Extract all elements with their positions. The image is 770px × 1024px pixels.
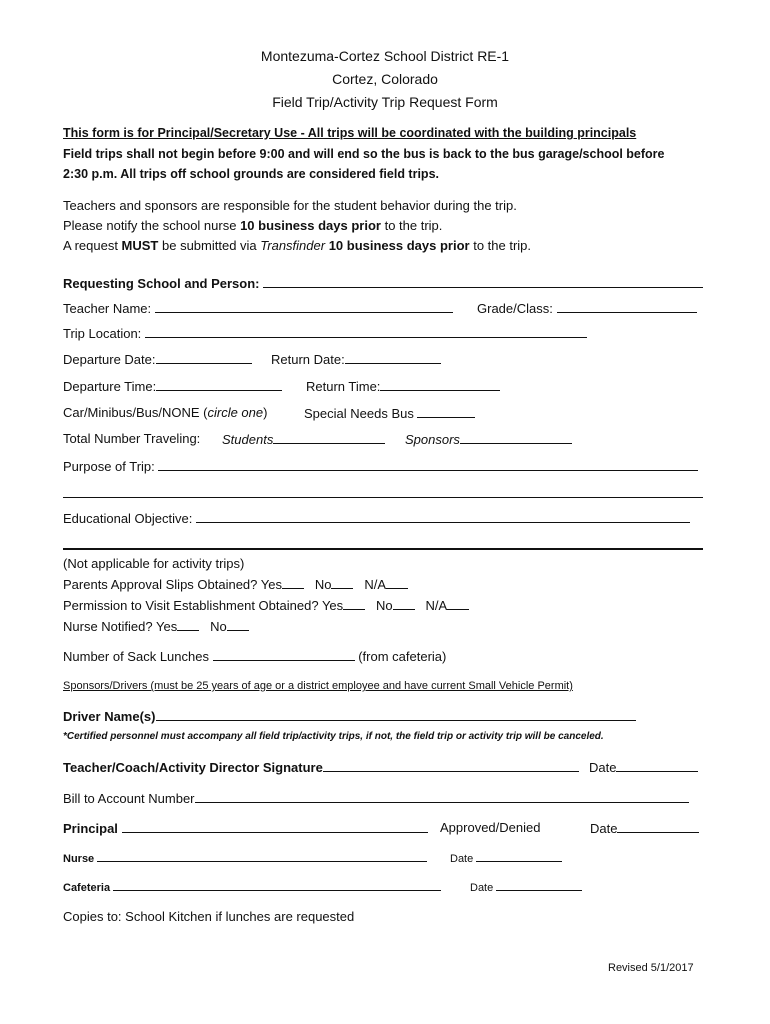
sponsors-field <box>405 431 572 447</box>
copies-to-note: Copies to: School Kitchen if lunches are requested <box>63 909 355 924</box>
nurse-date-input[interactable] <box>476 851 562 862</box>
driver-names-label: Driver Name(s) <box>63 709 156 724</box>
cafeteria-date-input[interactable] <box>496 880 582 891</box>
trip-location-label: Trip Location: <box>63 326 142 341</box>
intro-req-transfinder: Transfinder <box>260 238 326 253</box>
driver-names-input[interactable] <box>156 708 636 721</box>
educational-field <box>63 510 690 526</box>
notice-line-2: Field trips shall not begin before 9:00 and will end so the bus is back to the bus garage/school before <box>63 147 665 161</box>
vehicle-type-post: ) <box>263 405 268 420</box>
departure-time-label: Departure Time: <box>63 379 157 394</box>
special-needs-input[interactable] <box>417 405 475 418</box>
signature-date-input[interactable] <box>616 759 698 772</box>
cafeteria-input[interactable] <box>113 880 441 891</box>
vehicle-type-circle: circle one <box>207 405 264 420</box>
departure-date-field <box>63 351 252 367</box>
requesting-school-label: Requesting School and Person: <box>63 276 260 291</box>
educational-input-line-2[interactable] <box>63 548 703 550</box>
departure-time-field <box>63 378 282 394</box>
return-date-label: Return Date: <box>271 352 345 367</box>
parents-approval-yes-input[interactable] <box>282 576 304 589</box>
intro-req-pre: A request <box>63 238 122 253</box>
vehicle-type-field[interactable] <box>63 405 267 420</box>
students-label: Students <box>222 432 274 447</box>
permission-visit-label: Permission to Visit Establishment Obtained? <box>63 598 319 613</box>
grade-class-field <box>477 300 697 316</box>
students-field <box>222 431 385 447</box>
teacher-name-input[interactable] <box>155 300 453 313</box>
nurse-notified-yes-label: Yes <box>156 619 178 634</box>
driver-names-field <box>63 708 636 724</box>
cafeteria-date-field <box>470 880 582 894</box>
nurse-input[interactable] <box>97 851 427 862</box>
total-traveling-label: Total Number Traveling: <box>63 431 201 446</box>
sponsors-drivers-note: Sponsors/Drivers (must be 25 years of age or a district employee and have current Small Vehicle Permit) <box>63 680 573 692</box>
principal-field <box>63 820 428 836</box>
sponsors-label: Sponsors <box>405 432 460 447</box>
parents-approval-yes-label: Yes <box>260 577 283 592</box>
intro-req-days: 10 business days prior <box>325 238 470 253</box>
bill-to-label: Bill to Account Number <box>63 791 195 806</box>
parents-approval-no-input[interactable] <box>331 576 353 589</box>
permission-visit-yes-label: Yes <box>321 598 344 613</box>
intro-nurse-notice <box>63 218 442 233</box>
departure-time-input[interactable] <box>156 378 282 391</box>
grade-class-label: Grade/Class: <box>477 301 553 316</box>
sponsors-input[interactable] <box>460 431 572 444</box>
cafeteria-field <box>63 880 441 894</box>
return-time-field <box>306 378 500 394</box>
parents-approval-na-input[interactable] <box>386 576 408 589</box>
parents-approval-field <box>63 576 408 592</box>
special-needs-label: Special Needs Bus <box>304 406 414 421</box>
intro-nurse-pre: Please notify the school nurse <box>63 218 241 233</box>
signature-label: Teacher/Coach/Activity Director Signature <box>63 760 323 775</box>
requesting-school-field <box>63 275 703 291</box>
sack-lunches-input[interactable] <box>213 648 355 661</box>
educational-label: Educational Objective: <box>63 511 193 526</box>
nurse-date-label: Date <box>450 853 474 865</box>
purpose-input-line-2[interactable] <box>63 497 703 498</box>
approved-denied-option[interactable]: Approved/Denied <box>440 820 541 835</box>
principal-input[interactable] <box>122 820 428 833</box>
from-cafeteria-note: (from cafeteria) <box>358 649 447 664</box>
district-name: Montezuma-Cortez School District RE-1 <box>260 48 510 64</box>
revised-date: Revised 5/1/2017 <box>608 962 694 974</box>
nurse-date-field <box>450 851 562 865</box>
intro-responsible: Teachers and sponsors are responsible for the student behavior during the trip. <box>63 198 517 213</box>
permission-visit-no-input[interactable] <box>393 597 415 610</box>
purpose-input[interactable] <box>158 458 698 471</box>
district-city: Cortez, Colorado <box>332 71 438 87</box>
signature-field <box>63 759 579 775</box>
principal-label: Principal <box>63 821 118 836</box>
return-date-field <box>271 351 441 367</box>
intro-nurse-bold: 10 business days prior <box>240 218 381 233</box>
nurse-notified-field <box>63 618 249 634</box>
return-time-label: Return Time: <box>306 379 381 394</box>
signature-input[interactable] <box>323 759 579 772</box>
trip-location-input[interactable] <box>145 325 587 338</box>
students-input[interactable] <box>273 431 385 444</box>
nurse-notified-no-input[interactable] <box>227 618 249 631</box>
principal-date-field <box>590 820 699 836</box>
certified-personnel-note: *Certified personnel must accompany all field trip/activity trips, if not, the field trip or activity trip will be canceled. <box>63 731 604 742</box>
parents-approval-label: Parents Approval Slips Obtained? <box>63 577 258 592</box>
cafeteria-label: Cafeteria <box>63 882 111 894</box>
permission-visit-yes-input[interactable] <box>343 597 365 610</box>
intro-req-mid: be submitted via <box>158 238 261 253</box>
sack-lunches-field <box>63 648 446 664</box>
form-title: Field Trip/Activity Trip Request Form <box>272 94 498 110</box>
nurse-notified-yes-input[interactable] <box>177 618 199 631</box>
teacher-name-field <box>63 300 453 316</box>
signature-date-field <box>589 759 698 775</box>
intro-req-must: MUST <box>121 238 159 253</box>
intro-req-post: to the trip. <box>469 238 532 253</box>
nurse-field <box>63 851 427 865</box>
return-date-input[interactable] <box>345 351 441 364</box>
notice-line-1: This form is for Principal/Secretary Use - All trips will be coordinated with the building principals <box>63 126 637 140</box>
principal-date-input[interactable] <box>617 820 699 833</box>
permission-visit-na-input[interactable] <box>447 597 469 610</box>
purpose-label: Purpose of Trip: <box>63 459 155 474</box>
special-needs-field <box>304 405 475 421</box>
permission-visit-na-label: N/A <box>425 598 448 613</box>
notice-line-3: 2:30 p.m. All trips off school grounds are considered field trips. <box>63 167 439 181</box>
permission-visit-no-label: No <box>376 598 393 613</box>
requesting-school-input[interactable] <box>263 275 703 288</box>
nurse-notified-no-label: No <box>210 619 227 634</box>
grade-class-input[interactable] <box>557 300 697 313</box>
bill-to-input[interactable] <box>195 790 689 803</box>
teacher-name-label: Teacher Name: <box>63 301 152 316</box>
nurse-label: Nurse <box>63 853 95 865</box>
intro-nurse-post: to the trip. <box>380 218 443 233</box>
total-traveling-field <box>63 431 200 446</box>
trip-location-field <box>63 325 587 341</box>
permission-visit-field <box>63 597 469 613</box>
bill-to-field <box>63 790 689 806</box>
departure-date-input[interactable] <box>156 351 252 364</box>
nurse-notified-label: Nurse Notified? <box>63 619 153 634</box>
educational-input[interactable] <box>196 510 690 523</box>
departure-date-label: Departure Date: <box>63 352 156 367</box>
parents-approval-no-label: No <box>314 577 332 592</box>
principal-date-label: Date <box>590 821 618 836</box>
intro-request-notice <box>63 238 531 253</box>
signature-date-label: Date <box>589 760 617 775</box>
cafeteria-date-label: Date <box>470 882 494 894</box>
not-applicable-note: (Not applicable for activity trips) <box>63 556 245 571</box>
return-time-input[interactable] <box>380 378 500 391</box>
sack-lunches-label: Number of Sack Lunches <box>63 649 209 664</box>
parents-approval-na-label: N/A <box>364 577 386 592</box>
purpose-field <box>63 458 698 474</box>
vehicle-type-pre: Car/Minibus/Bus/NONE ( <box>63 405 208 420</box>
